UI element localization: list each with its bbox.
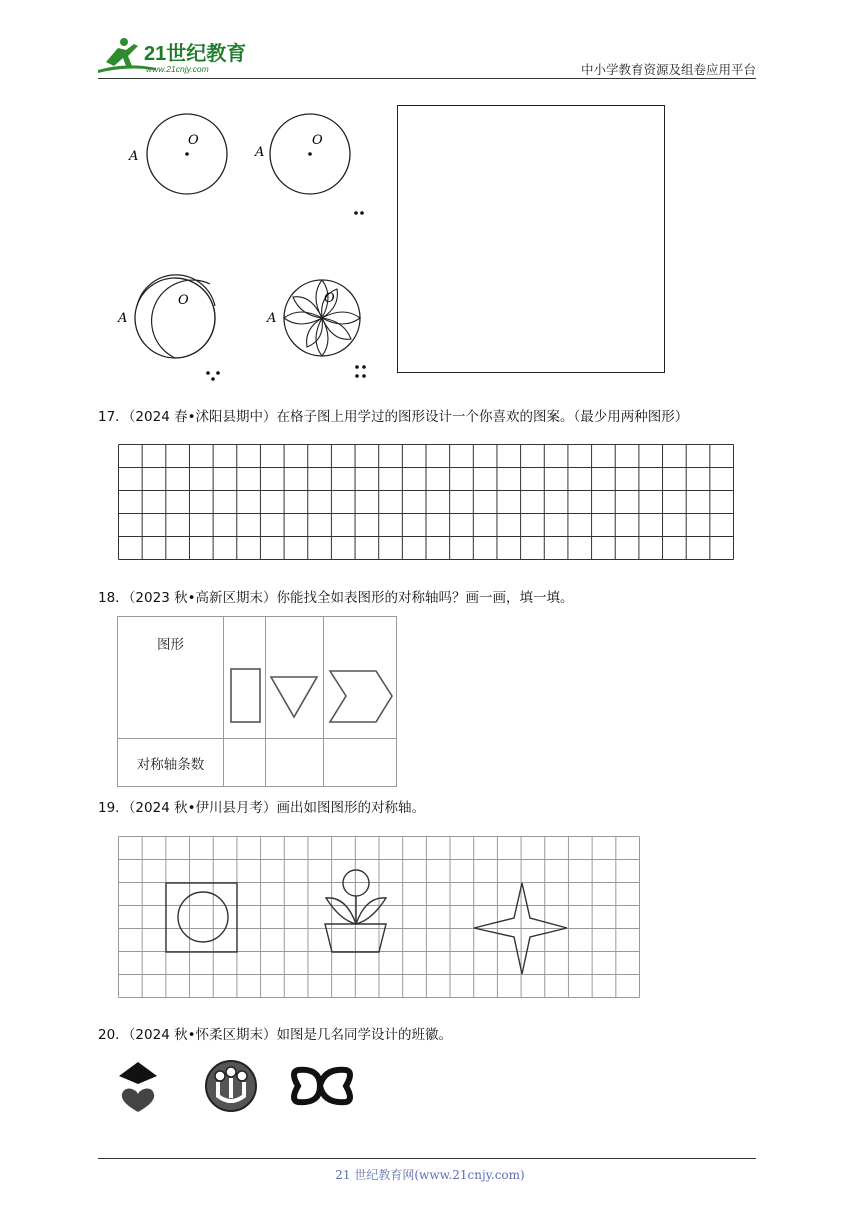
row1-header: 图形 <box>118 617 224 739</box>
label-o-3: O <box>178 293 189 308</box>
site-logo <box>96 36 266 78</box>
header-platform: 中小学教育资源及组卷应用平台 <box>580 62 756 77</box>
symmetry-grid <box>118 836 640 998</box>
triangle-answer[interactable] <box>266 739 324 787</box>
label-a-3: A <box>118 311 128 326</box>
question-19: 19．（2024 秋•伊川县月考）画出如图图形的对称轴。 <box>98 800 426 816</box>
svg-text:www.21cnjy.com: www.21cnjy.com <box>146 64 209 74</box>
label-a-1: A <box>129 149 139 164</box>
arrow-cell <box>324 617 397 739</box>
rectangle-answer[interactable] <box>224 739 266 787</box>
svg-text:21世纪教育: 21世纪教育 <box>144 43 247 65</box>
arrow-answer[interactable] <box>324 739 397 787</box>
label-o-4: O <box>324 291 335 306</box>
label-a-4: A <box>267 311 277 326</box>
label-o-2: O <box>312 133 323 148</box>
question-18: 18．（2023 秋•高新区期末）你能找全如表图形的对称轴吗？画一画，填一填。 <box>98 590 574 606</box>
triangle-cell <box>266 617 324 739</box>
question-20: 20．（2024 秋•怀柔区期末）如图是几名同学设计的班徽。 <box>98 1027 453 1043</box>
class-badges <box>110 1056 360 1116</box>
answer-box <box>397 105 665 373</box>
footer-divider <box>98 1158 756 1159</box>
symmetry-table <box>117 616 397 787</box>
label-a-2: A <box>255 145 265 160</box>
rectangle-cell <box>224 617 266 739</box>
footer-link[interactable]: 21 世纪教育网(www.21cnjy.com) <box>335 1168 525 1182</box>
row2-header: 对称轴条数 <box>118 739 224 787</box>
label-o-1: O <box>188 133 199 148</box>
question-17: 17．（2024 春•沭阳县期中）在格子图上用学过的图形设计一个你喜欢的图案。（最少用两种图形） <box>98 409 689 425</box>
header-divider <box>98 78 756 79</box>
circle-figures <box>110 100 380 390</box>
design-grid <box>118 444 734 560</box>
